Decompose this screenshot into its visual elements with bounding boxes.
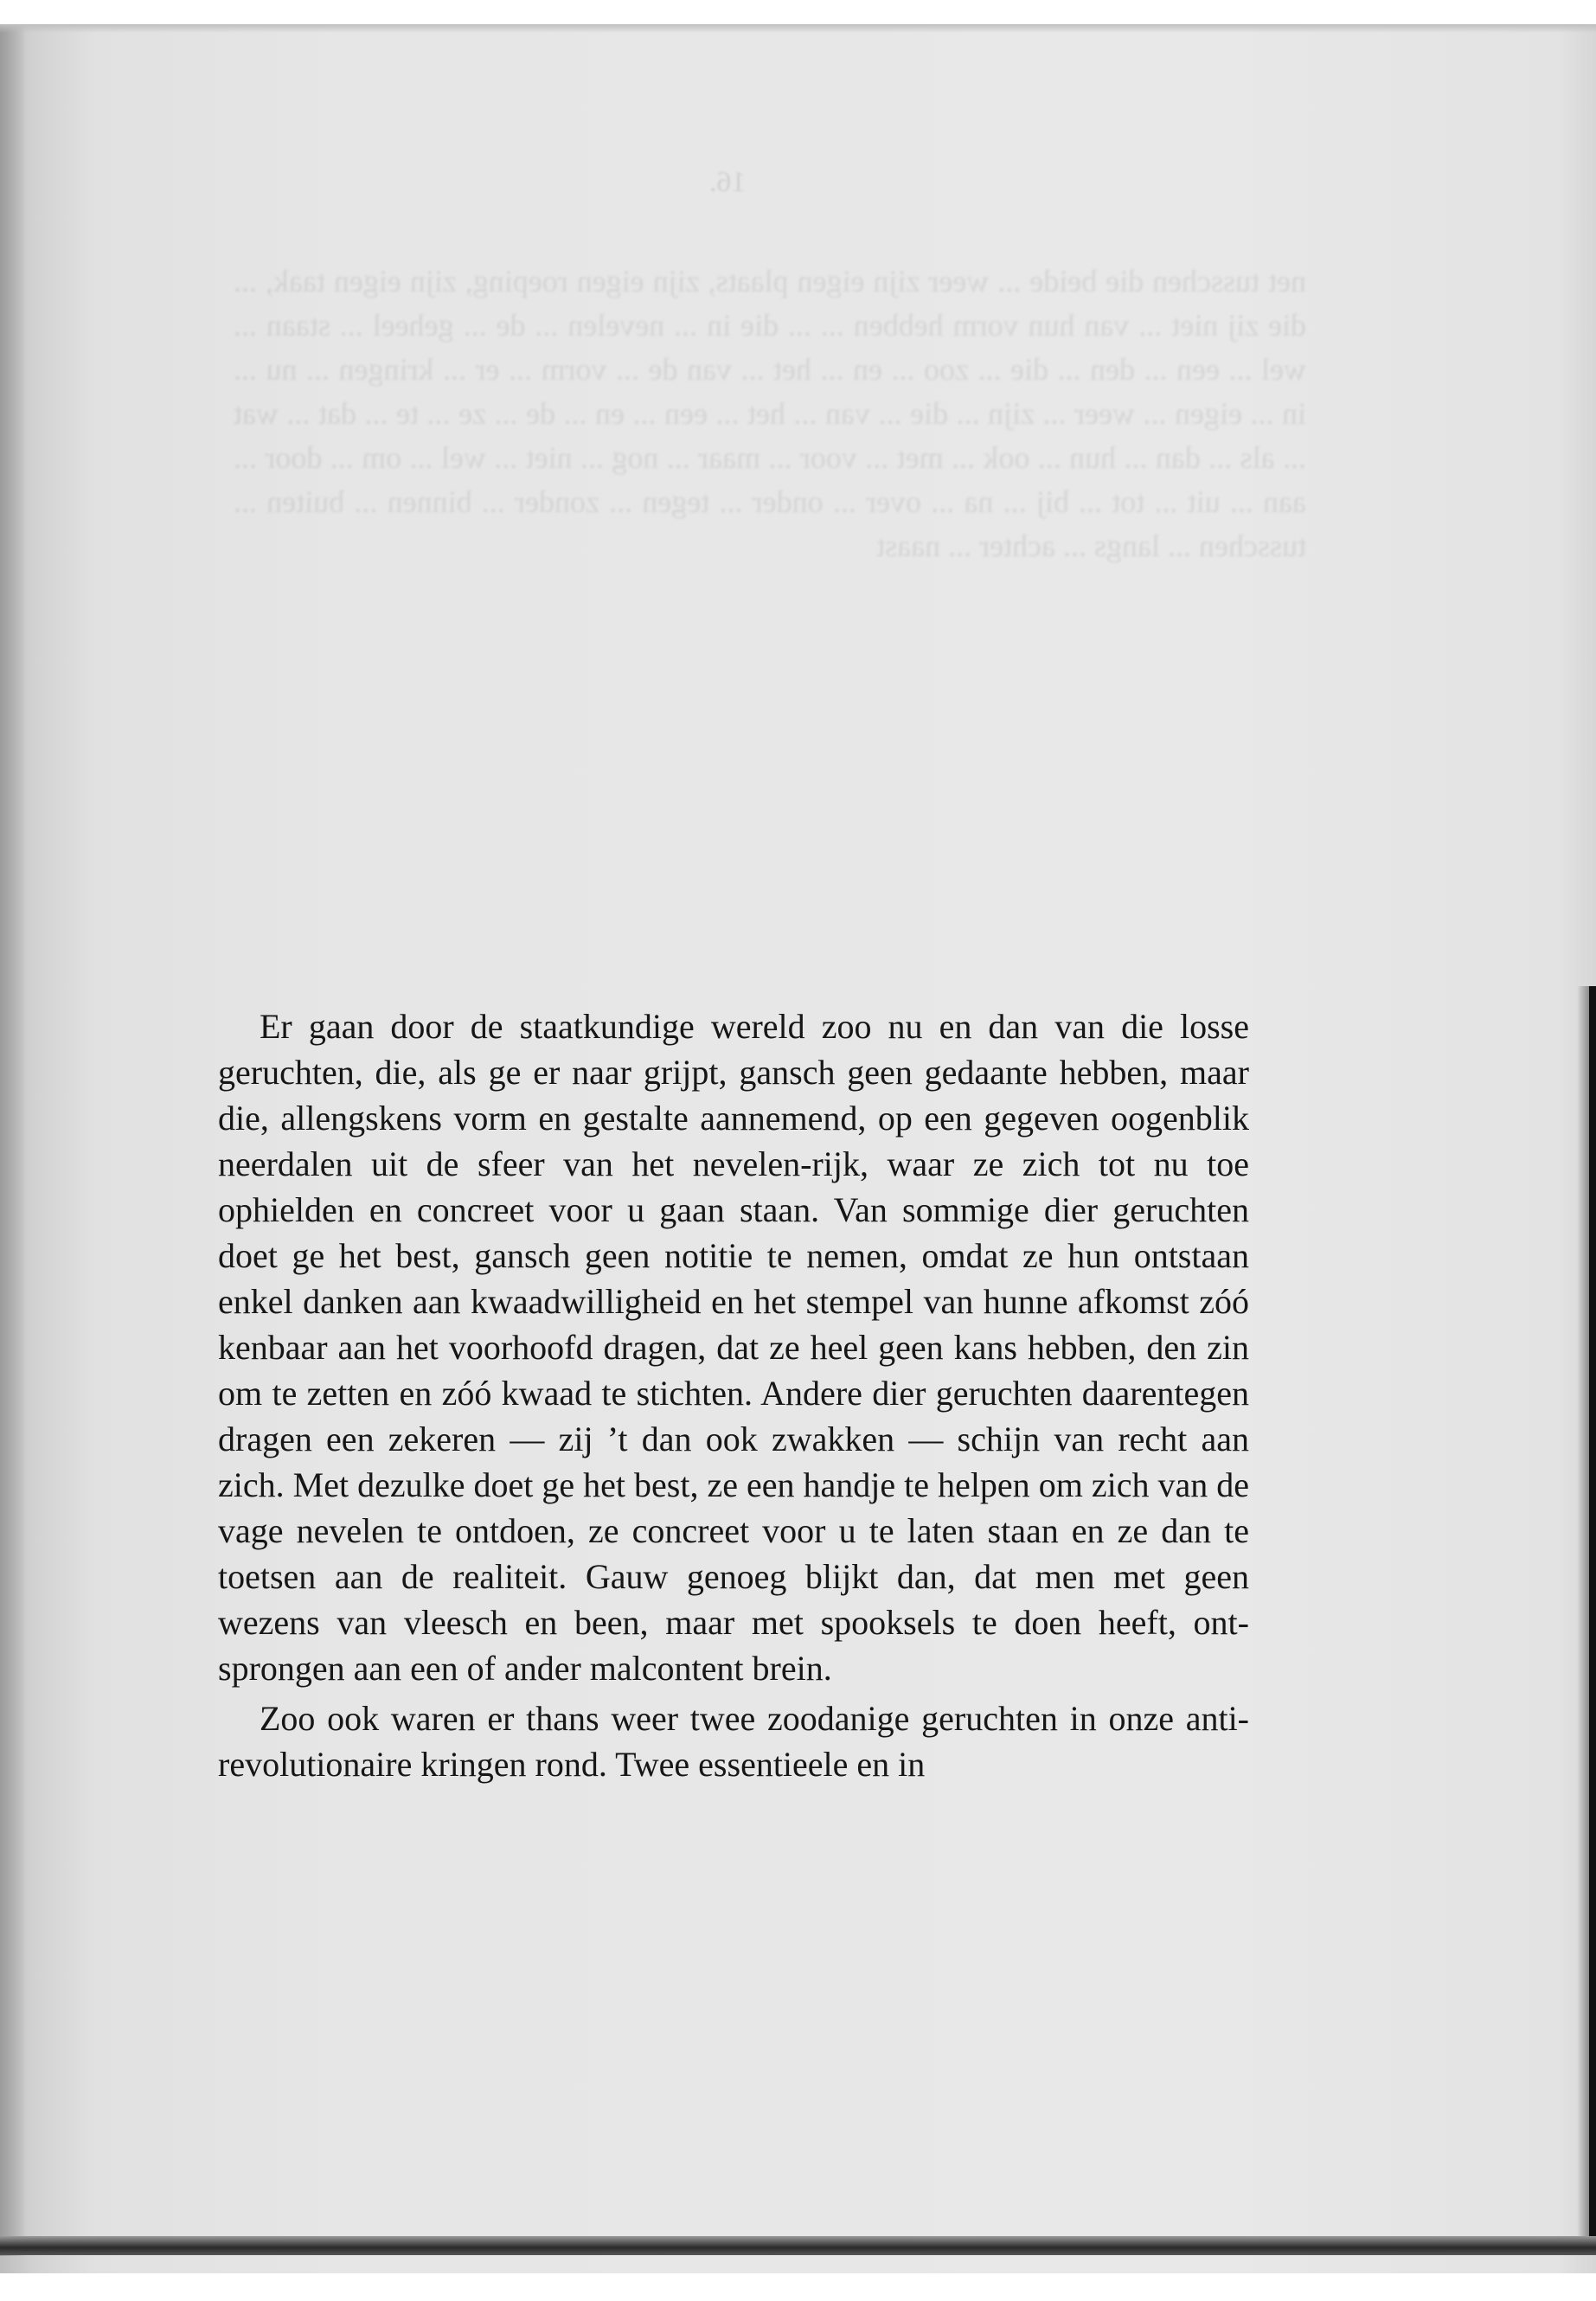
page-bottom-edge	[0, 2236, 1596, 2255]
body-text	[218, 1003, 1249, 1787]
paragraph-1: Er gaan door de staatkundige wereld zoo nu en dan van die losse geruchten, die, als ge er naar grijpt, gansch geen gedaante hebben, maar die, allengskens vorm en gestalte aannemend, op een gegeven oogenblik neerdalen uit de sfeer van het nevelen-rijk, waar ze zich tot nu toe ophielden en concreet voor u gaan staan. Van sommige dier geruchten doet ge het best, gansch geen notitie te nemen, omdat ze hun ontstaan enkel danken aan kwaadwilligheid en het stempel van hunne afkomst zóó kenbaar aan het voorhoofd dragen, dat ze heel geen kans hebben, den zin om te zetten en zóó kwaad te stichten. Andere dier geruchten daarentegen dragen een zekeren — zij ’t dan ook zwakken — schijn van recht aan zich. Met dezulke doet ge het best, ze een handje te helpen om zich van de vage nevelen te ontdoen, ze concreet voor u te laten staan en ze dan te toetsen aan de realiteit. Gauw genoeg blijkt dan, dat men met geen wezens van vleesch en been, maar met spooksels te doen heeft, ontsprongen aan een of ander malcontent brein.	[218, 1007, 1249, 1688]
page-right-shadow	[1577, 986, 1589, 2249]
page-right-edge	[1589, 986, 1596, 2249]
paragraph-2: Zoo ook waren er thans weer twee zoodanige geruchten in onze anti-revolutionaire kringen rond. Twee essentieele en in	[218, 1699, 1249, 1784]
bleed-through-page-number: 16.	[709, 166, 747, 198]
page-left-shadow	[0, 24, 26, 2256]
page-top-edge	[0, 24, 1596, 33]
